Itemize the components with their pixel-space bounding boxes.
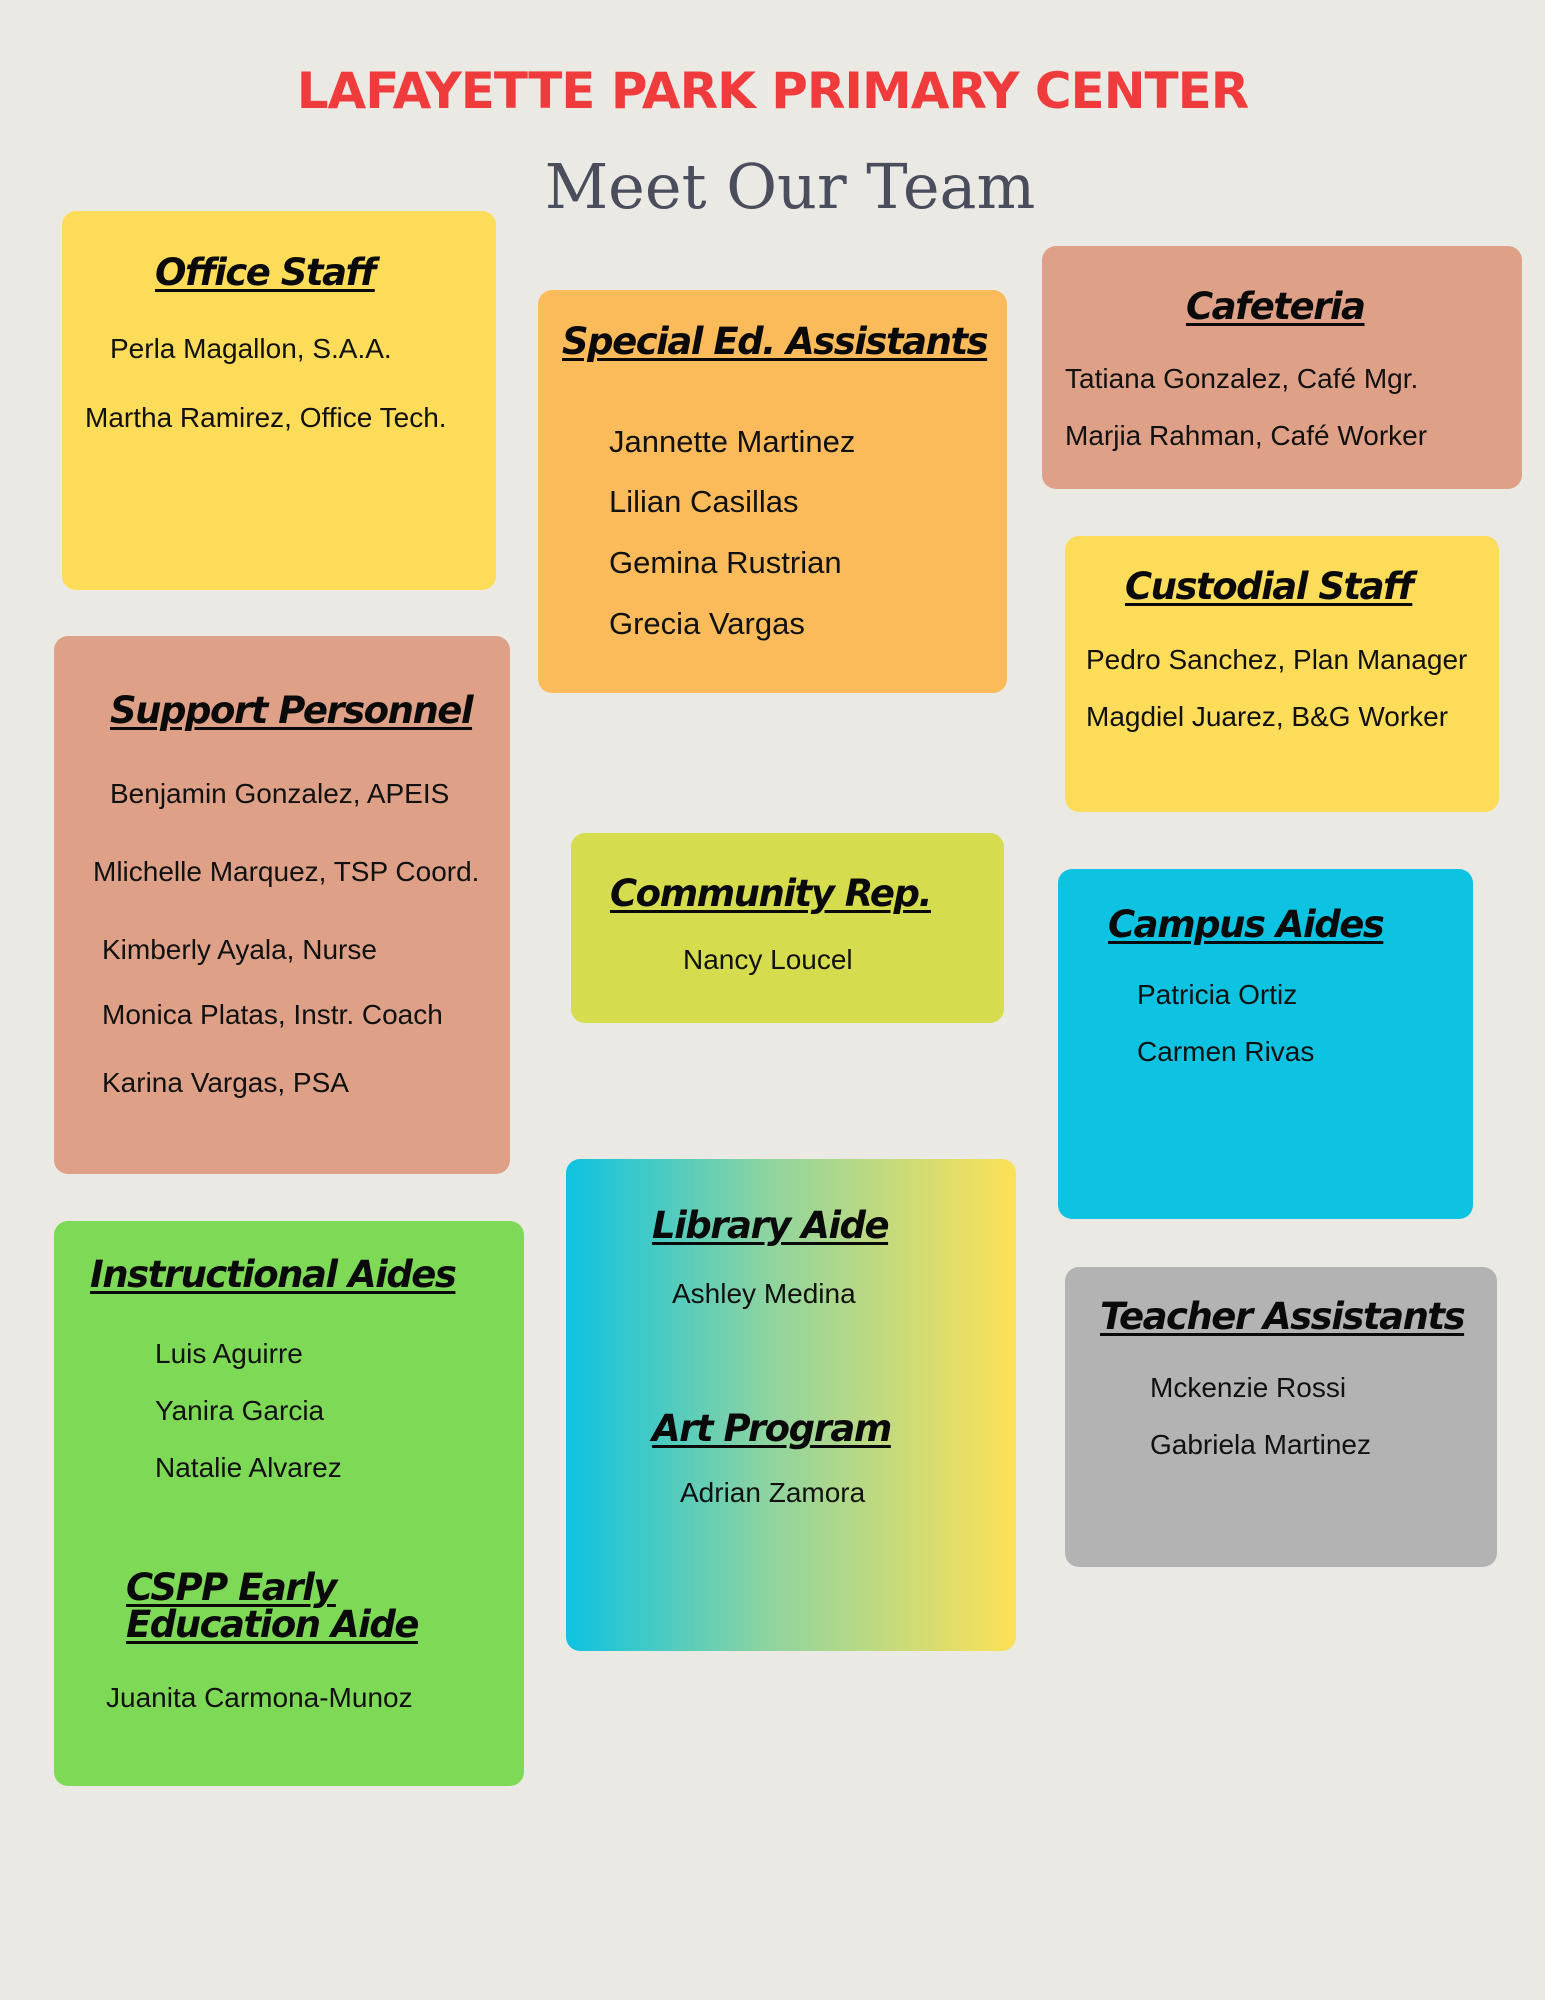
instructional-aides-title: Instructional Aides (90, 1253, 456, 1296)
library-art-card (566, 1159, 1016, 1651)
office-staff-member: Martha Ramirez, Office Tech. (85, 402, 447, 433)
art-program-member: Adrian Zamora (680, 1477, 866, 1508)
support-personnel-member: Kimberly Ayala, Nurse (102, 934, 377, 965)
instructional-aides-member: Natalie Alvarez (155, 1452, 342, 1483)
cafeteria-card (1042, 246, 1522, 489)
cafeteria-member: Tatiana Gonzalez, Café Mgr. (1065, 363, 1419, 394)
teacher-assistants-member: Gabriela Martinez (1150, 1429, 1371, 1460)
campus-aides-member: Patricia Ortiz (1137, 979, 1298, 1010)
special-ed-title: Special Ed. Assistants (562, 320, 988, 363)
office-staff-title: Office Staff (155, 251, 375, 294)
support-personnel-title: Support Personnel (110, 689, 473, 732)
page-title: LAFAYETTE PARK PRIMARY CENTER (296, 62, 1249, 120)
community-rep-member: Nancy Loucel (683, 944, 853, 975)
support-personnel-card (54, 636, 510, 1174)
office-staff-member: Perla Magallon, S.A.A. (110, 333, 392, 364)
teacher-assistants-title: Teacher Assistants (1100, 1295, 1465, 1338)
custodial-member: Pedro Sanchez, Plan Manager (1086, 644, 1468, 675)
cspp-title-line1: CSPP Early (126, 1566, 336, 1609)
art-program-title: Art Program (652, 1407, 891, 1450)
special-ed-member: Lilian Casillas (609, 484, 799, 519)
community-rep-card (571, 833, 1004, 1023)
campus-aides-member: Carmen Rivas (1137, 1036, 1315, 1067)
library-aide-title: Library Aide (652, 1204, 889, 1247)
support-personnel-member: Karina Vargas, PSA (102, 1067, 349, 1098)
cafeteria-title: Cafeteria (1186, 285, 1365, 328)
office-staff-card (62, 211, 496, 590)
custodial-title: Custodial Staff (1125, 565, 1413, 608)
instructional-aides-card (54, 1221, 524, 1786)
cspp-title-line2: Education Aide (126, 1603, 418, 1646)
special-ed-member: Gemina Rustrian (609, 545, 842, 580)
campus-aides-card (1058, 869, 1473, 1219)
community-rep-title: Community Rep. (610, 872, 932, 915)
teacher-assistants-card (1065, 1267, 1497, 1567)
custodial-member: Magdiel Juarez, B&G Worker (1086, 701, 1449, 732)
support-personnel-member: Benjamin Gonzalez, APEIS (110, 778, 450, 809)
campus-aides-title: Campus Aides (1108, 903, 1384, 946)
special-ed-member: Jannette Martinez (609, 424, 856, 459)
instructional-aides-member: Luis Aguirre (155, 1338, 303, 1369)
support-personnel-member: Monica Platas, Instr. Coach (102, 999, 443, 1030)
special-ed-member: Grecia Vargas (609, 606, 805, 641)
instructional-aides-member: Yanira Garcia (155, 1395, 325, 1426)
page-subtitle: Meet Our Team (544, 150, 1036, 223)
special-ed-card (538, 290, 1007, 693)
teacher-assistants-member: Mckenzie Rossi (1150, 1372, 1347, 1403)
library-aide-member: Ashley Medina (672, 1278, 856, 1309)
cspp-member: Juanita Carmona-Munoz (106, 1682, 413, 1713)
custodial-card (1065, 536, 1499, 812)
support-personnel-member: Mlichelle Marquez, TSP Coord. (93, 856, 480, 887)
cafeteria-member: Marjia Rahman, Café Worker (1065, 420, 1428, 451)
